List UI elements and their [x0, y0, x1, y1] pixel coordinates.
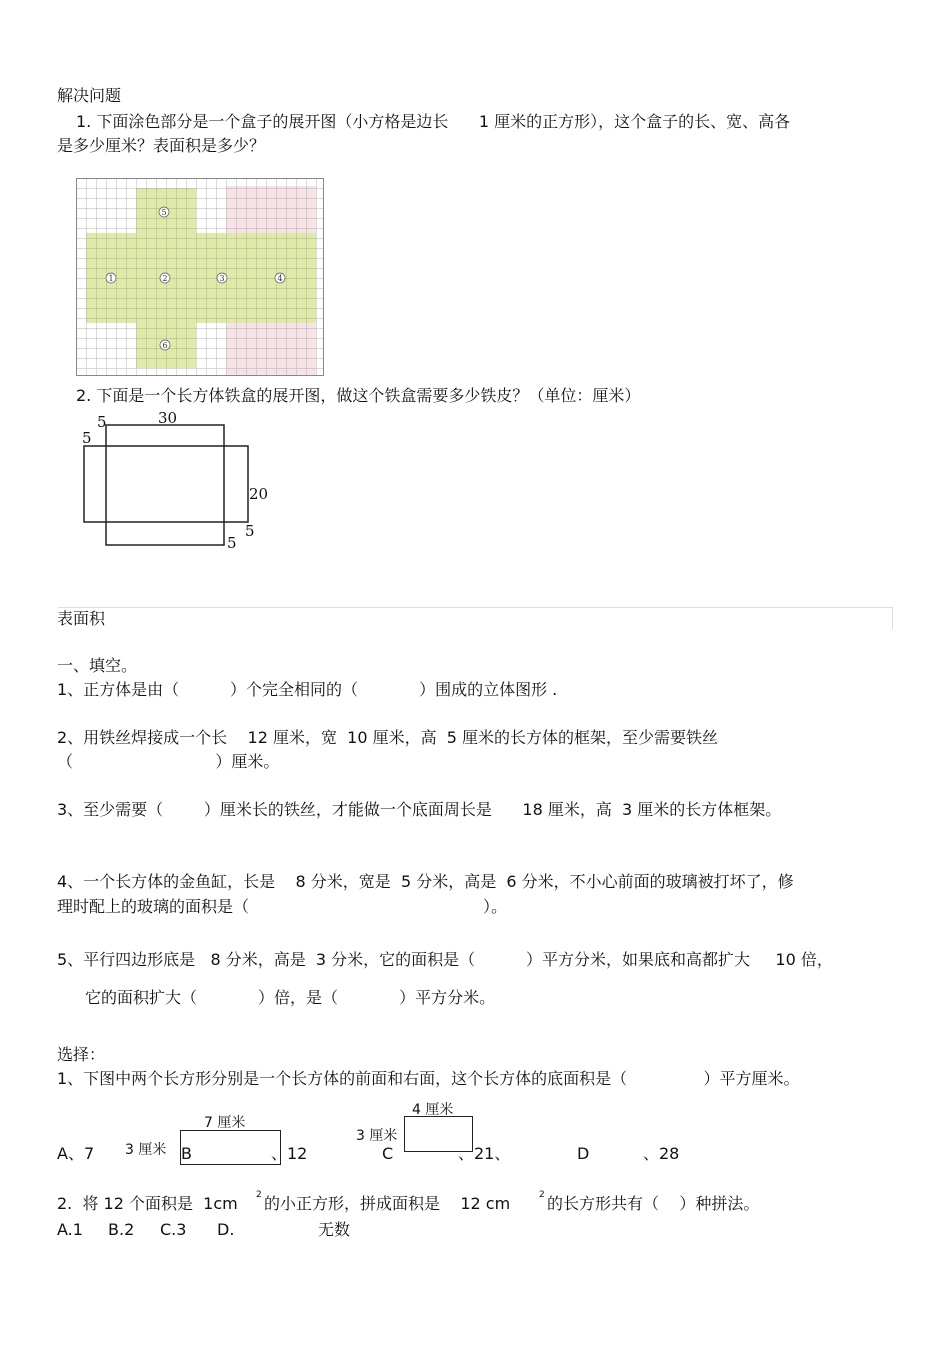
choice1-option-b: B [181, 1144, 192, 1163]
front-face-rectangle [180, 1130, 281, 1165]
fill-blank-heading: 一、填空。 [57, 656, 138, 675]
choice2-option-a: A.1 [57, 1220, 83, 1239]
choice1-option-c-value: 、21、 [458, 1144, 511, 1163]
choice-item-2-part2: 的小正方形，拼成面积是 12 cm [264, 1194, 511, 1213]
face-label-5: 5 [161, 208, 167, 217]
choice-item-2-sup2: 2 [539, 1190, 545, 1200]
section-heading-surface-area: 表面积 [57, 609, 106, 628]
fill-item-4-line1: 4、一个长方体的金鱼缸，长是 8 分米，宽是 5 分米，高是 6 分米，不小心前面的玻璃被打坏了，修 [57, 872, 794, 891]
choice1-option-d: D [577, 1144, 590, 1163]
section-heading-problems: 解决问题 [57, 86, 122, 105]
dim-side-left-5: 5 [82, 429, 92, 447]
section-divider-end [892, 607, 893, 629]
face-label-3: 3 [219, 274, 225, 283]
choice2-option-c: C.3 [160, 1220, 187, 1239]
fill-item-5-line1: 5、平行四边形底是 8 分米，高是 3 分米，它的面积是（ ）平方分米，如果底和高都扩大 10 倍， [57, 950, 833, 969]
dim-right-20: 20 [249, 485, 269, 503]
choice1-option-a: A、7 [57, 1144, 95, 1163]
choice1-option-b-value: 、12 [271, 1144, 308, 1163]
face-label-1: 1 [108, 274, 114, 283]
rect2-height-label: 3 厘米 [356, 1128, 398, 1144]
fill-item-4-line2: 理时配上的玻璃的面积是（ ）。 [57, 897, 507, 916]
fill-item-2-line1: 2、用铁丝焊接成一个长 12 厘米，宽 10 厘米，高 5 厘米的长方体的框架，至少需要铁丝 [57, 728, 719, 747]
dim-bottom-5: 5 [227, 534, 237, 552]
choice-item-2-part1: 2. 将 12 个面积是 1cm [57, 1194, 238, 1213]
face-label-4: 4 [277, 274, 283, 283]
q1-text-line2: 是多少厘米？表面积是多少？ [57, 136, 266, 155]
rect2-width-label: 4 厘米 [412, 1102, 454, 1118]
fill-item-1: 1、正方体是由（ ）个完全相同的（ ）围成的立体图形 . [57, 680, 558, 699]
choice-item-1: 1、下图中两个长方形分别是一个长方体的前面和右面，这个长方体的底面积是（ ）平方厘米。 [57, 1069, 800, 1088]
rect1-width-label: 7 厘米 [204, 1115, 246, 1131]
face-label-2: 2 [162, 274, 168, 283]
q2-text: 2. 下面是一个长方体铁盒的展开图，做这个铁盒需要多少铁皮？（单位：厘米） [76, 386, 641, 405]
q1-text-line1: 1. 下面涂色部分是一个盒子的展开图（小方格是边长 1 厘米的正方形），这个盒子的长、宽、高各 [76, 112, 791, 131]
fill-item-5-line2: 它的面积扩大（ ）倍，是（ ）平方分米。 [85, 988, 496, 1007]
fill-item-2-line2: （ ）厘米。 [57, 752, 280, 771]
section-divider [58, 607, 893, 608]
choice-item-2-part3: 的长方形共有（ ）种拼法。 [547, 1194, 760, 1213]
face-label-6: 6 [162, 341, 168, 350]
dim-top-30: 30 [158, 409, 178, 427]
rect1-height-label: 3 厘米 [125, 1142, 167, 1158]
dim-top-left-5: 5 [97, 413, 107, 431]
choice2-option-d-value: 无数 [318, 1220, 351, 1239]
choice-heading: 选择： [57, 1045, 106, 1064]
fill-item-3: 3、至少需要（ ）厘米长的铁丝，才能做一个底面周长是 18 厘米，高 3 厘米的长方体框架。 [57, 800, 782, 819]
choice2-option-d: D. [217, 1220, 235, 1239]
choice2-option-b: B.2 [108, 1220, 135, 1239]
box-net-grid-figure [76, 178, 326, 378]
choice-item-2-sup1: 2 [256, 1190, 262, 1200]
dim-bottom-right-5: 5 [245, 522, 255, 540]
choice1-option-c: C [382, 1144, 394, 1163]
choice1-option-d-value: 、28 [643, 1144, 680, 1163]
